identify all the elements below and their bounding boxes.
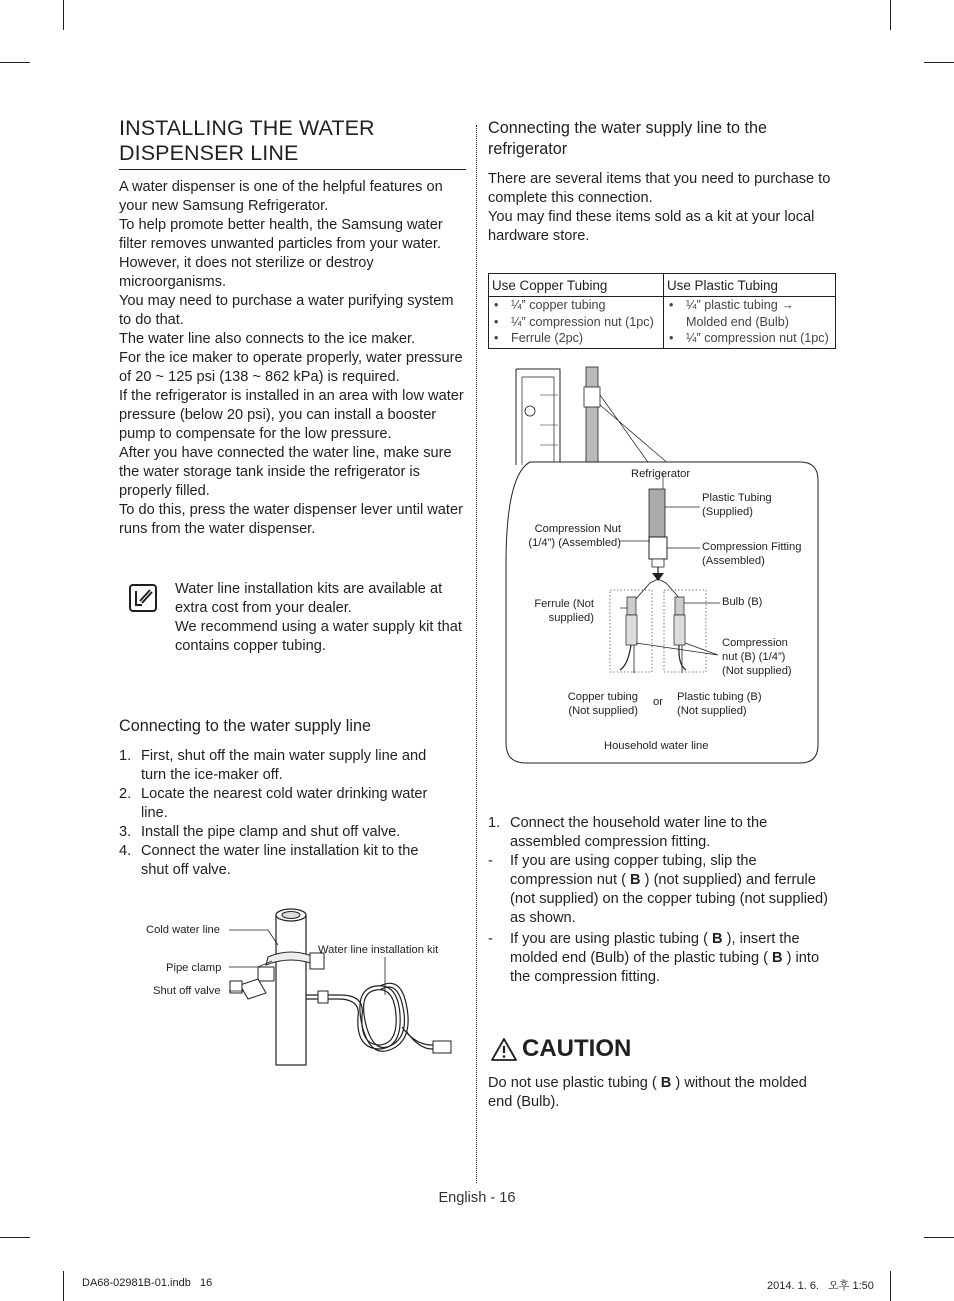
- column-divider: [476, 125, 477, 1183]
- item-text: ¼” compression nut (1pc): [511, 314, 654, 329]
- step-text: Locate the nearest cold water drinking water line.: [141, 786, 428, 821]
- list-item: [119, 747, 449, 785]
- caution-text: [488, 1074, 833, 1112]
- list-item: [488, 852, 836, 928]
- intro-paragraph: If the refrigerator is installed in an area with low water pressure (below 20 psi), you can install a booster pump to compensate for the low pressure.: [119, 388, 464, 442]
- list-item: [119, 823, 449, 842]
- list-item: • ¼” compression nut (1pc): [494, 314, 654, 329]
- list-item: [488, 814, 836, 852]
- note-line: We recommend using a water supply kit that contains copper tubing.: [175, 619, 462, 654]
- step-number: 1.: [119, 748, 132, 764]
- column-header: Use Plastic Tubing: [664, 274, 836, 297]
- list-item: • ¼” compression nut (1pc): [669, 331, 829, 345]
- label-shut-off-valve: Shut off valve: [153, 985, 221, 997]
- list-item: • Ferrule (2pc): [494, 331, 584, 345]
- label-compression-nut: Compression Nut (1/4”) (Assembled): [528, 523, 621, 549]
- intro-paragraph: To help promote better health, the Samsung water filter removes unwanted particles from your water. However, it does not sterilize or destroy microorganisms.: [119, 217, 443, 290]
- step-text: If you are using copper tubing, slip the compression nut (: [510, 853, 757, 888]
- crop-mark: [63, 1271, 64, 1301]
- step-text: Connect the household water line to the assembled compression fitting.: [510, 815, 768, 850]
- item-text: ¼” compression nut (1pc): [686, 331, 829, 345]
- intro-paragraph: The water line also connects to the ice maker.: [119, 331, 416, 347]
- intro-paragraph: A water dispenser is one of the helpful features on your new Samsung Refrigerator.: [119, 179, 443, 214]
- section-intro: [488, 170, 833, 246]
- supply-steps: [119, 747, 449, 880]
- warning-icon: [490, 1037, 518, 1063]
- table-cell: [664, 297, 836, 349]
- table-cell: [489, 297, 664, 349]
- column-header: Use Copper Tubing: [489, 274, 664, 297]
- crop-mark: [0, 62, 30, 63]
- table-row: [489, 297, 836, 349]
- step-text: Connect the water line installation kit to the shut off valve.: [141, 843, 419, 878]
- label-compression-fitting: Compression Fitting (Assembled): [702, 541, 802, 567]
- bold-b: B: [660, 1075, 672, 1091]
- step-text: ) into the compression fitting.: [510, 950, 820, 985]
- intro-paragraph: After you have connected the water line, make sure the water storage tank inside the refrigerator is properly filled.: [119, 445, 452, 499]
- caution-title: CAUTION: [522, 1035, 632, 1062]
- pipe-clamp-figure: [140, 895, 470, 1070]
- crop-mark: [890, 0, 891, 30]
- intro-paragraph: There are several items that you need to purchase to complete this connection.: [488, 171, 831, 206]
- item-text: Ferrule (2pc): [511, 331, 584, 345]
- intro-text: [119, 178, 466, 539]
- connection-steps: [488, 814, 836, 987]
- title-rule: [119, 169, 466, 170]
- step-text: ), insert the molded end (Bulb) of the plastic tubing (: [510, 931, 800, 966]
- list-item: [119, 785, 449, 823]
- label-household-line: Household water line: [604, 740, 709, 752]
- intro-paragraph: To do this, press the water dispenser lever until water runs from the water dispenser.: [119, 502, 463, 537]
- crop-mark: [63, 0, 64, 30]
- label-bulb: Bulb (B): [722, 596, 763, 608]
- crop-mark: [924, 1237, 954, 1238]
- print-date: 2014. 1. 6. 오후 1:50: [767, 1280, 874, 1292]
- step-text: ) (not supplied) and ferrule (not supplied) on the copper tubing (not supplied) as shown.: [510, 872, 829, 926]
- label-compression-nut-b: Compression nut (B) (1/4”) (Not supplied): [722, 637, 792, 677]
- label-pipe-clamp: Pipe clamp: [166, 962, 222, 974]
- label-ferrule: Ferrule (Not supplied): [534, 598, 594, 624]
- caution-text-part: ) without the molded end (Bulb).: [488, 1075, 807, 1110]
- intro-paragraph: For the ice maker to operate properly, water pressure of 20 ~ 125 psi (138 ~ 862 kPa) is required.: [119, 350, 463, 385]
- note-line: Water line installation kits are available at extra cost from your dealer.: [175, 581, 443, 616]
- list-item: [119, 842, 449, 880]
- intro-paragraph: You may need to purchase a water purifying system to do that.: [119, 293, 454, 328]
- crop-mark: [0, 1237, 30, 1238]
- intro-paragraph: You may find these items sold as a kit at your local hardware store.: [488, 209, 815, 244]
- page-title: INSTALLING THE WATER DISPENSER LINE: [119, 116, 375, 165]
- list-item: [488, 930, 836, 987]
- crop-mark: [890, 1271, 891, 1301]
- table-header-row: [489, 274, 836, 297]
- bold-b: B: [630, 872, 641, 888]
- step-number: 2.: [119, 786, 132, 802]
- kit-table: [488, 273, 836, 349]
- item-text: ¼” copper tubing: [511, 298, 606, 312]
- dash-marker: -: [488, 931, 493, 947]
- label-installation-kit: Water line installation kit: [318, 944, 439, 956]
- label-copper-tubing: Copper tubing (Not supplied): [567, 691, 638, 717]
- crop-mark: [924, 62, 954, 63]
- step-text: First, shut off the main water supply line and turn the ice-maker off.: [141, 748, 427, 783]
- list-item: • ¼” copper tubing: [494, 298, 606, 312]
- dash-marker: -: [488, 853, 493, 869]
- step-text: If you are using plastic tubing (: [510, 931, 712, 947]
- label-cold-water-line: Cold water line: [146, 924, 220, 936]
- step-number: 1.: [488, 815, 501, 831]
- step-text: Install the pipe clamp and shut off valve.: [141, 824, 401, 840]
- step-number: 4.: [119, 843, 132, 859]
- label-or: or: [653, 696, 663, 708]
- note-icon: [128, 583, 158, 613]
- bold-b: B: [712, 931, 723, 947]
- list-item: • ¼” plastic tubing → Molded end (Bulb): [669, 298, 794, 329]
- item-text: ¼” plastic tubing → Molded end (Bulb): [686, 298, 794, 329]
- label-plastic-tubing: Plastic Tubing (Supplied): [702, 492, 772, 518]
- section-heading: Connecting the water supply line to the refrigerator: [488, 119, 767, 158]
- bold-b: B: [772, 950, 783, 966]
- caution-text-part: Do not use plastic tubing (: [488, 1075, 661, 1091]
- step-number: 3.: [119, 824, 132, 840]
- note-text: [175, 580, 465, 656]
- page-number: English - 16: [438, 1190, 516, 1206]
- label-plastic-tubing-b: Plastic tubing (B) (Not supplied): [677, 691, 762, 717]
- supply-heading: Connecting to the water supply line: [119, 717, 371, 735]
- label-refrigerator: Refrigerator: [631, 468, 691, 480]
- file-name: DA68-02981B-01.indb 16: [82, 1277, 213, 1289]
